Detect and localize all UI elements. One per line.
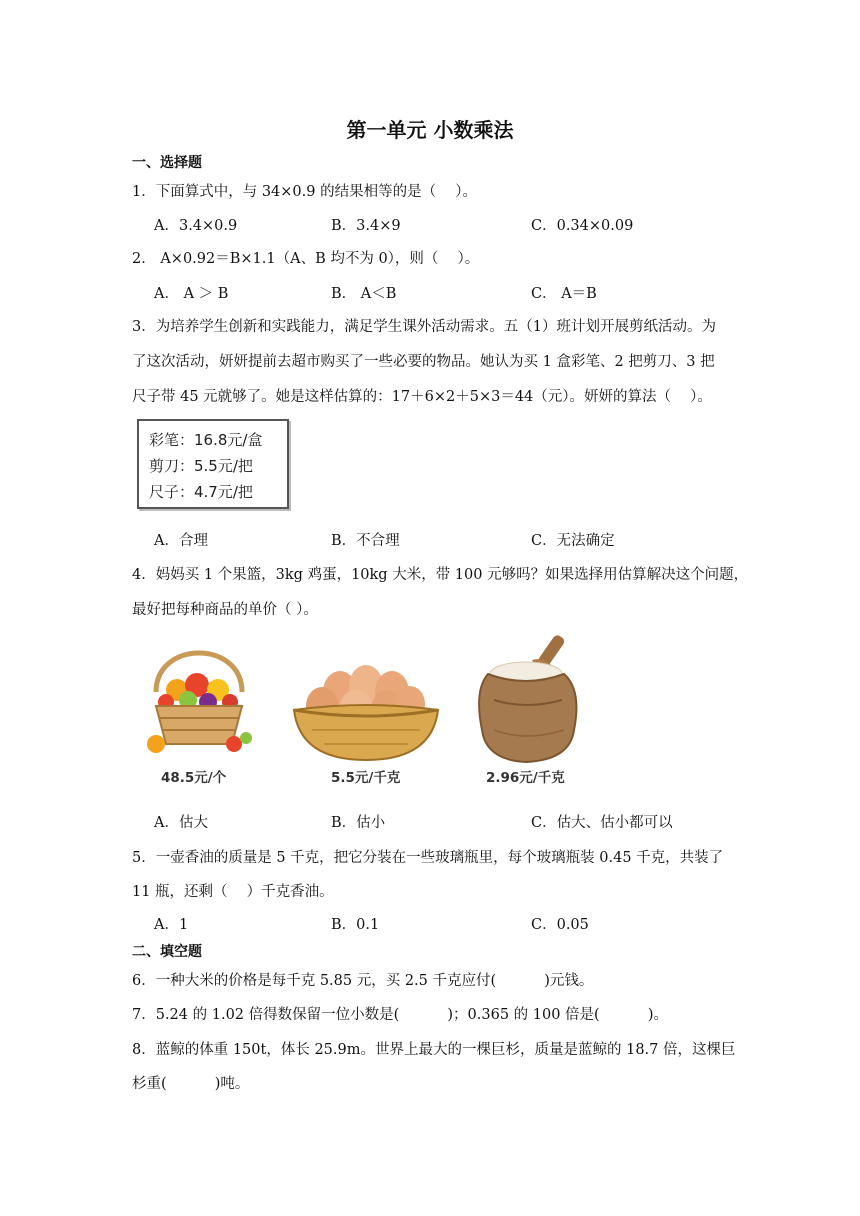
question-5-option-b: B．0.1 [331,917,380,933]
question-3-option-b: B．不合理 [331,533,400,549]
fruit-basket-icon [142,640,257,760]
egg-price: 5.5元/千克 [331,770,401,786]
question-1-option-c: C．0.34×0.09 [531,218,634,234]
price-list-item: 尺子：4.7元/把 [149,483,253,501]
section-heading-fill: 二、填空题 [132,944,202,960]
question-3-line-2: 了这次活动，妍妍提前去超市购买了一些必要的物品。她认为买 1 盒彩笔、2 把剪刀、3 把 [132,354,715,370]
price-list-item: 彩笔：16.8元/盒 [149,431,263,449]
rice-price: 2.96元/千克 [486,770,565,786]
question-3-option-a: A．合理 [154,533,208,549]
question-5-option-a: A．1 [154,917,189,933]
question-8-line-1: 8．蓝鲸的体重 150t，体长 25.9m。世界上最大的一棵巨杉，质量是蓝鲸的 18.7 倍，这棵巨 [132,1042,736,1058]
question-8-line-2: 杉重( )吨。 [132,1076,250,1092]
question-1-stem: 1．下面算式中，与 34×0.9 的结果相等的是（ ）。 [132,184,477,200]
question-4-option-c: C．估大、估小都可以 [531,815,673,831]
egg-basket-icon [292,660,440,760]
question-2-option-b: B． A＜B [331,286,397,302]
question-5-line-1: 5．一壶香油的质量是 5 千克，把它分装在一些玻璃瓶里，每个玻璃瓶装 0.45 千克，共装了 [132,850,724,866]
question-3-line-3: 尺子带 45 元就够了。她是这样估算的：17＋6×2＋5×3＝44（元）。妍妍的算法（ ）。 [132,389,712,405]
rice-sack-icon [474,630,584,765]
question-1-option-a: A．3.4×0.9 [154,218,238,234]
fruit-basket-price: 48.5元/个 [161,770,227,786]
question-2-option-a: A． A ＞ B [154,286,229,302]
page-title: 第一单元 小数乘法 [346,118,514,142]
question-2-option-c: C． A＝B [531,286,597,302]
question-4-line-2: 最好把每种商品的单价（ ）。 [132,602,318,618]
question-1-option-b: B．3.4×9 [331,218,401,234]
question-3-option-c: C．无法确定 [531,533,615,549]
question-4-option-b: B．估小 [331,815,386,831]
question-5-line-2: 11 瓶，还剩（ ）千克香油。 [132,884,334,900]
question-6-stem: 6．一种大米的价格是每千克 5.85 元，买 2.5 千克应付( )元钱。 [132,973,594,989]
question-2-stem: 2． A×0.92＝B×1.1（A、B 均不为 0），则（ ）。 [132,251,480,267]
question-3-line-1: 3．为培养学生创新和实践能力，满足学生课外活动需求。五（1）班计划开展剪纸活动。为 [132,319,716,335]
price-list-item: 剪刀：5.5元/把 [149,457,253,475]
price-list-box [137,419,289,509]
section-heading-choice: 一、选择题 [132,155,202,171]
question-4-option-a: A．估大 [154,815,208,831]
question-7-stem: 7．5.24 的 1.02 倍得数保留一位小数是( )；0.365 的 100 倍是( )。 [132,1007,668,1023]
question-4-line-1: 4．妈妈买 1 个果篮，3kg 鸡蛋，10kg 大米，带 100 元够吗？如果选择用估算解决这个问题， [132,567,749,583]
question-5-option-c: C．0.05 [531,917,589,933]
